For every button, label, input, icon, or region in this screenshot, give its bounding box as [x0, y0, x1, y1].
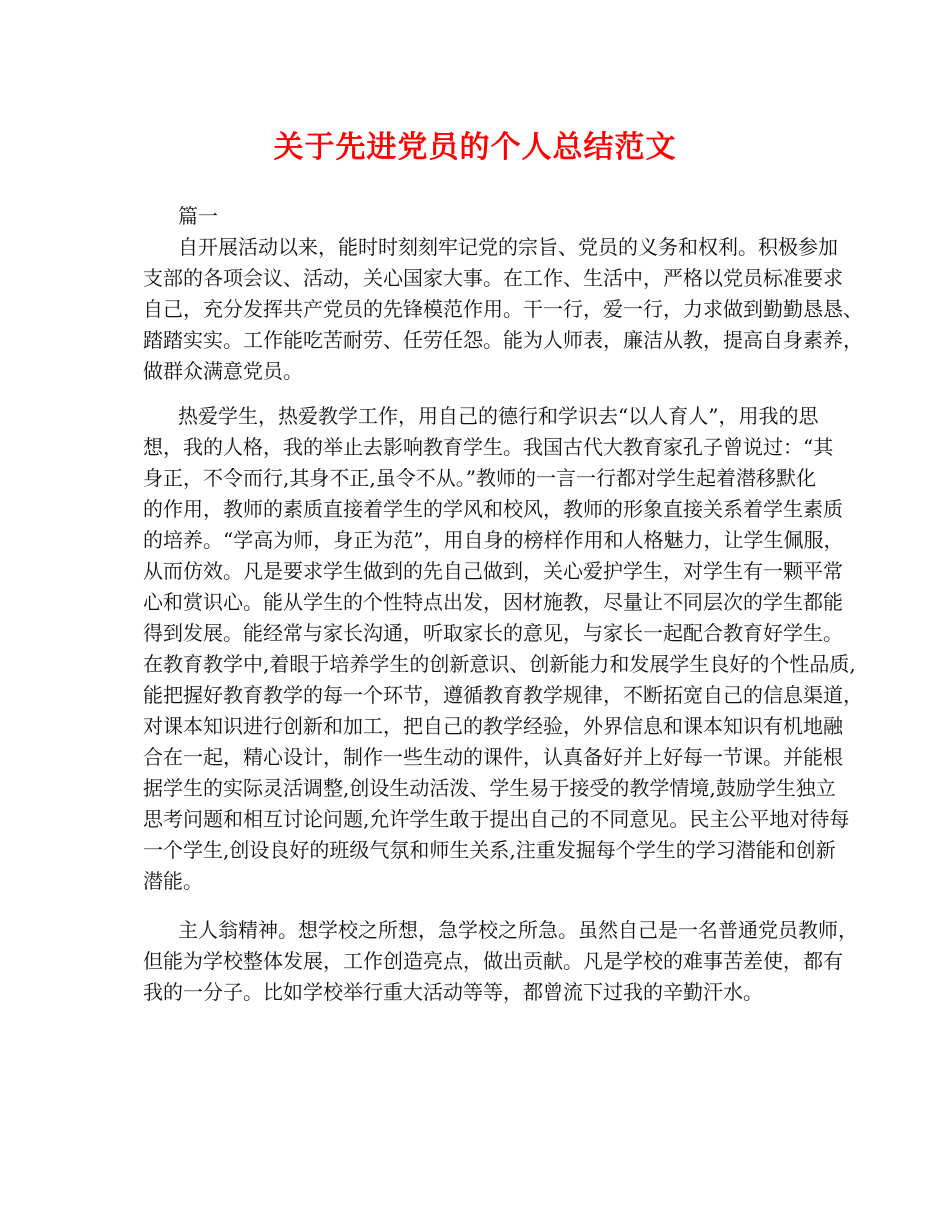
- text-line: 我的一分子。比如学校举行重大活动等等，都曾流下过我的辛勤汗水。: [143, 980, 763, 1004]
- text-line: 自己，充分发挥共产党员的先锋模范作用。干一行，爱一行，力求做到勤勤恳恳、: [143, 297, 863, 321]
- text-line: 热爱学生，热爱教学工作，用自己的德行和学识去“以人育人”，用我的思: [178, 404, 819, 428]
- text-line: 在教育教学中,着眼于培养学生的创新意识、创新能力和发展学生良好的个性品质,: [143, 652, 856, 676]
- text-line: 想，我的人格，我的举止去影响教育学生。我国古代大教育家孔子曾说过：“其: [143, 435, 834, 459]
- paragraph-3: [143, 915, 858, 1008]
- text-line: 的培养。“学高为师，身正为范”，用自身的榜样作用和人格魅力，让学生佩服，: [143, 528, 844, 552]
- text-line: 对课本知识进行创新和加工，把自己的教学经验，外界信息和课本知识有机地融: [143, 714, 843, 738]
- section-label: 篇一: [178, 204, 218, 228]
- text-line: 思考问题和相互讨论问题,允许学生敢于提出自己的不同意见。民主公平地对待每: [143, 807, 850, 831]
- text-line: 踏踏实实。工作能吃苦耐劳、任劳任怨。能为人师表，廉洁从教，提高自身素养，: [143, 328, 863, 352]
- text-line: 一个学生,创设良好的班级气氛和师生关系,注重发掘每个学生的学习潜能和创新: [143, 838, 836, 862]
- text-line: 得到发展。能经常与家长沟通，听取家长的意见，与家长一起配合教育好学生。: [143, 621, 843, 645]
- text-line: 心和赏识心。能从学生的个性特点出发，因材施教，尽量让不同层次的学生都能: [143, 590, 843, 614]
- text-line: 做群众满意党员。: [143, 359, 303, 383]
- text-line: 能把握好教育教学的每一个环节，遵循教育教学规律，不断拓宽自己的信息渠道，: [143, 683, 863, 707]
- paragraph-1: [143, 232, 863, 387]
- text-line: 但能为学校整体发展，工作创造亮点，做出贡献。凡是学校的难事苦差使，都有: [143, 949, 843, 973]
- text-line: 合在一起，精心设计，制作一些生动的课件，认真备好并上好每一节课。并能根: [143, 745, 843, 769]
- text-line: 潜能。: [143, 869, 203, 893]
- document-body: [143, 200, 863, 1008]
- text-line: 自开展活动以来，能时时刻刻牢记党的宗旨、党员的义务和权利。积极参加: [178, 235, 838, 259]
- document-title: 关于先进党员的个人总结范文: [273, 130, 677, 165]
- text-line: 从而仿效。凡是要求学生做到的先自己做到，关心爱护学生，对学生有一颗平常: [143, 559, 843, 583]
- text-line: 据学生的实际灵活调整,创设生动活泼、学生易于接受的教学情境,鼓励学生独立: [143, 776, 836, 800]
- paragraph-2: [143, 401, 863, 897]
- text-line: 身正，不令而行,其身不正,虽令不从。”教师的一言一行都对学生起着潜移默化: [143, 466, 816, 490]
- text-line: 支部的各项会议、活动，关心国家大事。在工作、生活中，严格以党员标准要求: [143, 266, 843, 290]
- text-line: 主人翁精神。想学校之所想，急学校之所急。虽然自己是一名普通党员教师，: [178, 918, 858, 942]
- text-line: 的作用，教师的素质直接着学生的学风和校风，教师的形象直接关系着学生素质: [143, 497, 843, 521]
